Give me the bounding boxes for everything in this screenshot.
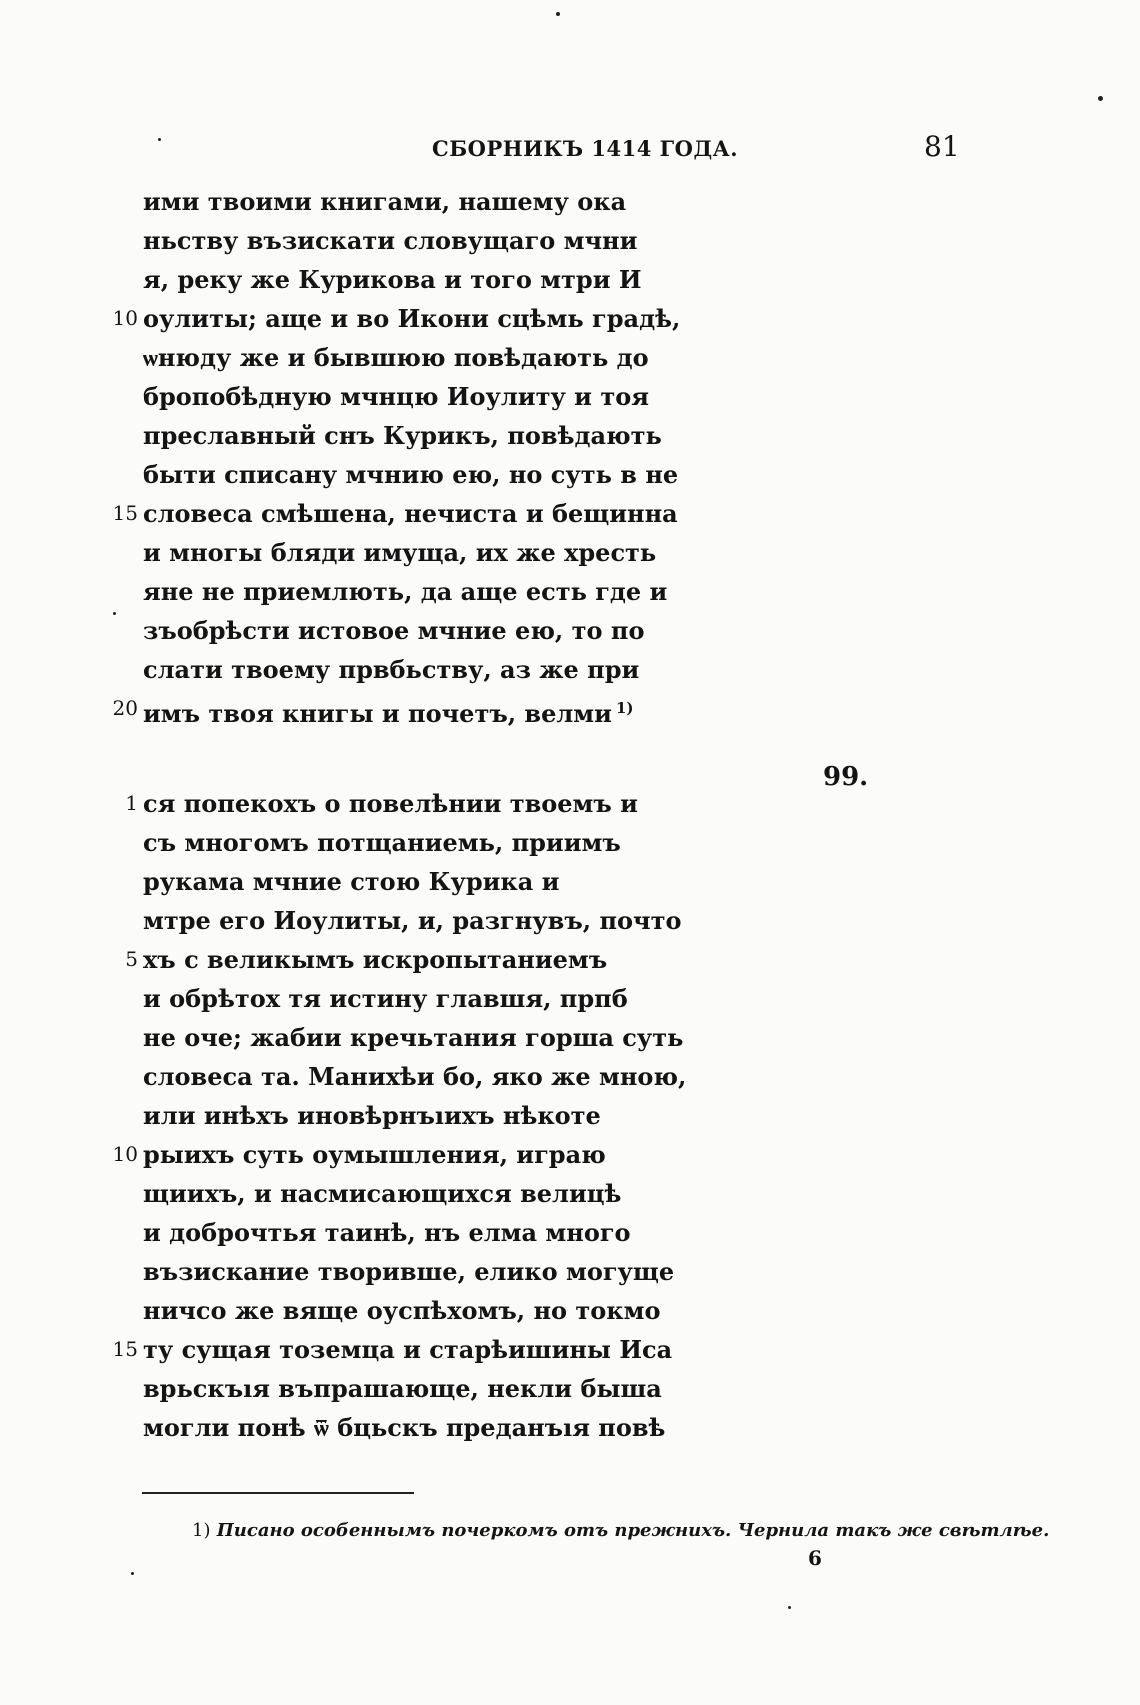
print-speck [131, 1572, 134, 1575]
text-line [108, 1096, 686, 1135]
line-text: преславный снъ Курикъ, повѣдають [143, 421, 662, 450]
line-text: ся попекохъ о повелѣнии твоемъ и [143, 789, 638, 818]
line-text: быти списану мчнию ею, но суть в не [143, 460, 679, 489]
line-text: ньству възискати словущаго мчни [143, 226, 638, 255]
line-text: не оче; жабии кречьтания горша суть [143, 1023, 684, 1052]
text-line [108, 650, 680, 689]
signature-mark: 6 [808, 1546, 822, 1570]
text-line [108, 338, 680, 377]
text-line [108, 221, 680, 260]
line-text: словеса смѣшена, нечиста и бещинна [143, 499, 678, 528]
line-text: или инѣхъ иновѣрнъıихъ нѣкоте [143, 1101, 601, 1130]
line-text: могли понѣ ѿ бцьскъ преданъıя повѣ [143, 1413, 666, 1442]
line-number: 20 [112, 696, 138, 720]
print-speck [158, 138, 161, 141]
text-line [108, 1174, 686, 1213]
line-text: оулиты; аще и во Икони сцѣмь градѣ, [143, 304, 681, 333]
text-line [108, 572, 680, 611]
footnote-text: Писано особеннымъ почеркомъ отъ прежнихъ. Чернила такъ же свѣтлѣе. [216, 1520, 1050, 1541]
text-line [108, 823, 686, 862]
text-line [108, 1018, 686, 1057]
text-line [108, 377, 680, 416]
text-block-1 [108, 182, 680, 728]
line-text: ѡнюду же и бывшюю повѣдають до [143, 343, 649, 372]
line-text: и обрѣтох тя истину главшя, прпб [143, 984, 628, 1013]
line-text: съ многомъ потщаниемь, приимъ [143, 828, 621, 857]
text-line [108, 260, 680, 299]
line-text: възискание творивше, елико могуще [143, 1257, 675, 1286]
line-text: и доброчтья таинѣ, нъ елма много [143, 1218, 631, 1247]
text-line [108, 784, 686, 823]
line-text: слати твоему првбьству, аз же при [143, 655, 640, 684]
text-line [108, 1252, 686, 1291]
text-line [108, 533, 680, 572]
line-text: врьскъıя въпрашающе, некли быша [143, 1374, 662, 1403]
line-text: рукама мчние стою Курика и [143, 867, 560, 896]
line-text: зъобрѣсти истовое мчние ею, то по [143, 616, 645, 645]
text-line [108, 1330, 686, 1369]
line-text: имъ твоя книгы и почетъ, велми [143, 699, 612, 728]
page-number: 81 [924, 130, 960, 163]
text-line [108, 940, 686, 979]
text-line [108, 689, 680, 728]
text-line [108, 1135, 686, 1174]
line-number: 10 [112, 306, 138, 330]
text-line [108, 182, 680, 221]
line-text: рыихъ суть оумышления, играю [143, 1140, 606, 1169]
footnote-reference: 1) [615, 699, 634, 717]
text-line [108, 1057, 686, 1096]
text-line [108, 1408, 686, 1447]
text-line [108, 979, 686, 1018]
text-line [108, 416, 680, 455]
line-text: и многы бляди имуща, их же хресть [143, 538, 657, 567]
line-number: 15 [112, 501, 138, 525]
line-text: щиихъ, и насмисающихся велицѣ [143, 1179, 622, 1208]
text-line [108, 1213, 686, 1252]
line-text: ничсо же вяще оуспѣхомъ, но токмо [143, 1296, 661, 1325]
text-line [108, 455, 680, 494]
footnote-mark: 1) [192, 1520, 211, 1541]
line-text: словеса та. Манихѣи бо, яко же мною, [143, 1062, 687, 1091]
line-text: бропобѣдную мчнцю Иоулиту и тоя [143, 382, 649, 411]
text-line [108, 1369, 686, 1408]
chapter-number: 99. [823, 762, 869, 792]
print-speck [556, 12, 560, 16]
line-number: 15 [112, 1337, 138, 1361]
text-line [108, 1291, 686, 1330]
print-speck [113, 612, 116, 615]
footnote-rule [142, 1492, 414, 1494]
line-text: яне не приемлють, да аще есть где и [143, 577, 668, 606]
line-number: 10 [112, 1142, 138, 1166]
footnote [192, 1520, 1049, 1541]
print-speck [788, 1606, 791, 1609]
text-line [108, 901, 686, 940]
line-text: мтре его Иоулиты, и, разгнувъ, почто [143, 906, 682, 935]
running-title: СБОРНИКЪ 1414 ГОДА. [432, 136, 739, 161]
line-number: 5 [125, 947, 138, 971]
line-text: ту сущая тоземца и старѣишины Иса [143, 1335, 673, 1364]
line-text: я, реку же Курикова и того мтри И [143, 265, 642, 294]
print-speck [1098, 96, 1103, 101]
line-text: хъ с великымъ искропытаниемъ [143, 945, 608, 974]
text-line [108, 611, 680, 650]
text-line [108, 494, 680, 533]
text-block-2 [108, 784, 686, 1447]
text-line [108, 299, 680, 338]
text-line [108, 862, 686, 901]
line-number: 1 [125, 791, 138, 815]
line-text: ими твоими книгами, нашему ока [143, 187, 627, 216]
